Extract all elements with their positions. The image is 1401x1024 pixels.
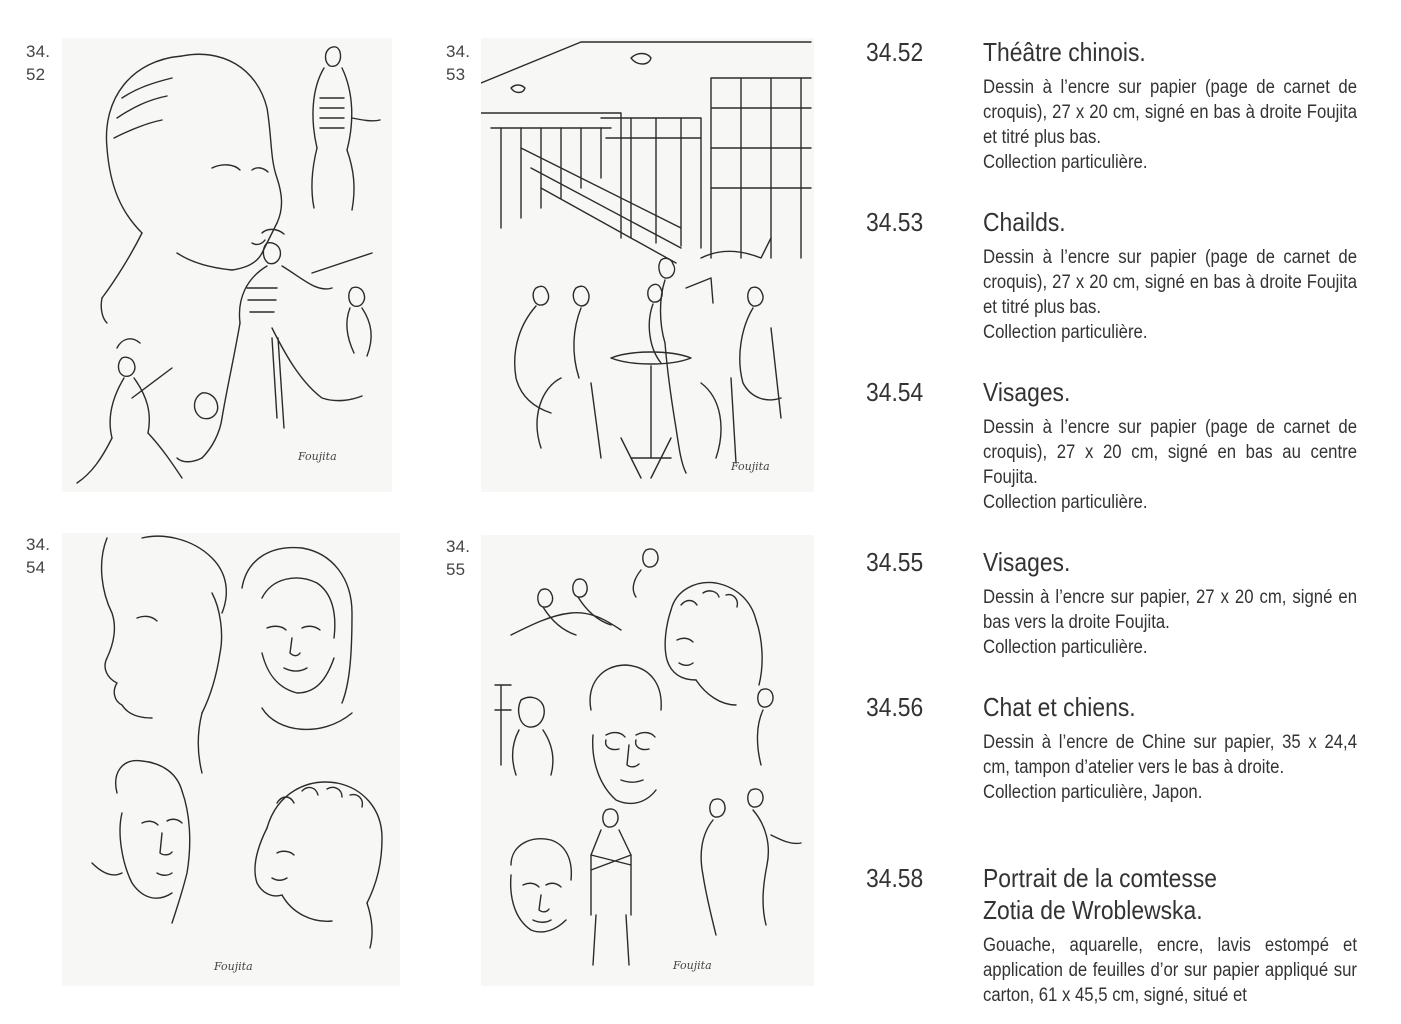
entry-description <box>983 415 1357 515</box>
sketch-visages-1 <box>62 533 400 986</box>
sketch-drawing <box>481 38 814 492</box>
entry-description <box>983 75 1357 175</box>
catalogue-number: 34.54 <box>866 377 924 407</box>
entry-description <box>983 585 1357 660</box>
figure-number-34-54 <box>26 533 50 579</box>
entry-title-line: Portrait de la comtesse <box>983 863 1217 893</box>
figure-number-34-55 <box>446 535 470 581</box>
catalogue-entry <box>866 862 1401 1008</box>
entry-title-line: Chat et chiens. <box>983 692 1136 722</box>
entry-title-line: Chailds. <box>983 207 1066 237</box>
sketch-theatre-chinois <box>62 38 392 492</box>
entry-title-line: Théâtre chinois. <box>983 37 1146 67</box>
catalogue-number: 34.55 <box>866 547 924 577</box>
entry-title <box>983 691 1401 723</box>
entry-collection: Collection particulière. <box>983 322 1148 343</box>
figure-number-34-53 <box>446 40 470 86</box>
catalogue-number: 34.53 <box>866 207 924 237</box>
catalogue-number: 34.58 <box>866 863 924 893</box>
figure-number-part: 34. <box>446 42 471 61</box>
entry-title <box>983 546 1401 578</box>
entry-description-text: Dessin à l’encre sur papier, 27 x 20 cm, signé en bas vers la droite Foujita. <box>983 587 1357 633</box>
entry-description-text: Dessin à l’encre sur papier (page de carnet de croquis), 27 x 20 cm, signé en bas à droite Foujita et titré plus bas. <box>983 247 1357 318</box>
entry-collection: Collection particulière, Japon. <box>983 782 1203 803</box>
figure-number-34-52 <box>26 40 50 86</box>
entry-collection: Collection particulière. <box>983 637 1148 658</box>
figure-number-part: 34. <box>26 535 51 554</box>
artist-signature: Foujita <box>673 959 712 972</box>
entry-collection: Collection particulière. <box>983 152 1148 173</box>
catalogue-entry <box>866 36 1401 175</box>
figure-number-part: 54 <box>26 558 46 577</box>
artist-signature: Foujita <box>214 960 253 973</box>
sketch-chailds <box>481 38 814 492</box>
catalogue-number: 34.56 <box>866 692 924 722</box>
entry-description-text: Dessin à l’encre sur papier (page de carnet de croquis), 27 x 20 cm, signé en bas à droite Foujita et titré plus bas. <box>983 77 1357 148</box>
artist-signature: Foujita <box>298 450 337 463</box>
sketch-drawing <box>62 533 400 986</box>
catalogue-entry <box>866 376 1401 515</box>
entry-title <box>983 206 1401 238</box>
figure-number-part: 52 <box>26 65 46 84</box>
figure-number-part: 55 <box>446 560 466 579</box>
entry-collection: Collection particulière. <box>983 492 1148 513</box>
figure-number-part: 34. <box>26 42 51 61</box>
catalogue-number: 34.52 <box>866 37 924 67</box>
entry-title <box>983 862 1401 926</box>
catalogue-entry <box>866 546 1401 660</box>
entry-title-line: Visages. <box>983 377 1071 407</box>
figure-number-part: 34. <box>446 537 471 556</box>
sketch-drawing <box>62 38 392 492</box>
catalogue-entry <box>866 206 1401 345</box>
entry-title <box>983 36 1401 68</box>
entry-title <box>983 376 1401 408</box>
entry-title-line: Zotia de Wroblewska. <box>983 895 1203 925</box>
entry-title-line: Visages. <box>983 547 1071 577</box>
entry-description <box>983 933 1357 1008</box>
entry-description <box>983 245 1357 345</box>
entry-description <box>983 730 1357 805</box>
entry-description-text: Dessin à l’encre sur papier (page de carnet de croquis), 27 x 20 cm, signé en bas au centre Foujita. <box>983 417 1357 488</box>
entry-description-text: Gouache, aquarelle, encre, lavis estompé et application de feuilles d’or sur papier appliqué sur carton, 61 x 45,5 cm, signé, situé et <box>983 935 1357 1006</box>
artist-signature: Foujita <box>731 460 770 473</box>
catalogue-entry <box>866 691 1401 805</box>
sketch-visages-2 <box>481 535 814 986</box>
figure-number-part: 53 <box>446 65 466 84</box>
sketch-drawing <box>481 535 814 986</box>
entry-description-text: Dessin à l’encre de Chine sur papier, 35 x 24,4 cm, tampon d’atelier vers le bas à droite. <box>983 732 1357 778</box>
